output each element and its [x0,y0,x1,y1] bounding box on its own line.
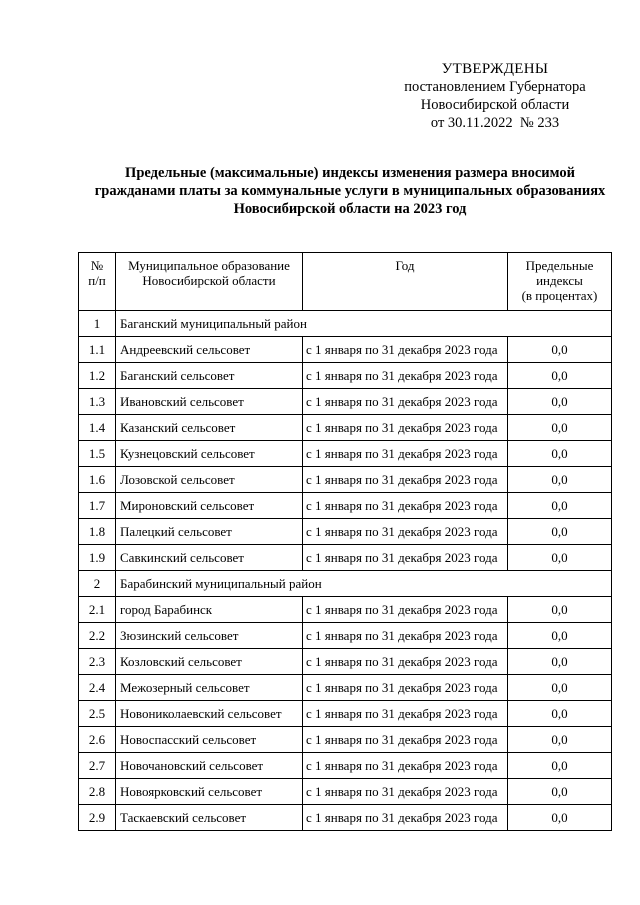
row-period: с 1 января по 31 декабря 2023 года [303,675,508,701]
group-row [79,311,612,337]
document-title-line: Предельные (максимальные) индексы изменения размера вносимой [125,165,575,181]
table-body [79,311,612,831]
row-municipality: Баганский сельсовет [116,363,303,389]
table-row [79,363,612,389]
row-municipality: Андреевский сельсовет [116,337,303,363]
table-row [79,441,612,467]
table-row [79,519,612,545]
row-index: 0,0 [508,389,612,415]
row-number: 2.8 [79,779,116,805]
row-index: 0,0 [508,441,612,467]
row-index: 0,0 [508,675,612,701]
row-municipality: Новоспасский сельсовет [116,727,303,753]
row-period: с 1 января по 31 декабря 2023 года [303,649,508,675]
row-period: с 1 января по 31 декабря 2023 года [303,545,508,571]
row-number: 2.2 [79,623,116,649]
row-index: 0,0 [508,545,612,571]
approval-title: УТВЕРЖДЕНЫ [441,61,549,77]
group-number: 2 [79,571,116,597]
table-row [79,467,612,493]
row-number: 1.7 [79,493,116,519]
indices-table [78,252,612,831]
row-period: с 1 января по 31 декабря 2023 года [303,363,508,389]
document-title-line: Новосибирской области на 2023 год [233,201,467,217]
group-number: 1 [79,311,116,337]
row-period: с 1 января по 31 декабря 2023 года [303,337,508,363]
row-municipality: Ивановский сельсовет [116,389,303,415]
row-index: 0,0 [508,753,612,779]
header-num: № п/п [79,253,116,311]
table-row [79,493,612,519]
table-row [79,753,612,779]
row-index: 0,0 [508,415,612,441]
row-index: 0,0 [508,363,612,389]
row-municipality: Зюзинский сельсовет [116,623,303,649]
row-number: 1.6 [79,467,116,493]
row-municipality: Казанский сельсовет [116,415,303,441]
approval-date-number: от 30.11.2022 № 233 [430,115,560,131]
row-index: 0,0 [508,493,612,519]
row-municipality: Таскаевский сельсовет [116,805,303,831]
table-row [79,727,612,753]
row-number: 1.4 [79,415,116,441]
group-name: Барабинский муниципальный район [116,571,612,597]
row-number: 2.4 [79,675,116,701]
table-row [79,779,612,805]
group-row [79,571,612,597]
row-period: с 1 января по 31 декабря 2023 года [303,597,508,623]
row-period: с 1 января по 31 декабря 2023 года [303,467,508,493]
row-municipality: Мироновский сельсовет [116,493,303,519]
approval-block [380,60,610,132]
row-index: 0,0 [508,805,612,831]
row-period: с 1 января по 31 декабря 2023 года [303,805,508,831]
row-index: 0,0 [508,519,612,545]
table-row [79,597,612,623]
row-municipality: Кузнецовский сельсовет [116,441,303,467]
row-period: с 1 января по 31 декабря 2023 года [303,441,508,467]
row-municipality: Савкинский сельсовет [116,545,303,571]
row-index: 0,0 [508,727,612,753]
row-index: 0,0 [508,779,612,805]
table-row [79,649,612,675]
table-row [79,337,612,363]
row-period: с 1 января по 31 декабря 2023 года [303,623,508,649]
row-number: 1.1 [79,337,116,363]
row-number: 1.3 [79,389,116,415]
row-municipality: Палецкий сельсовет [116,519,303,545]
row-number: 2.6 [79,727,116,753]
document-title-line: гражданами платы за коммунальные услуги в муниципальных образованиях [94,183,606,199]
row-period: с 1 января по 31 декабря 2023 года [303,779,508,805]
row-number: 2.9 [79,805,116,831]
row-municipality: Новочановский сельсовет [116,753,303,779]
row-number: 2.5 [79,701,116,727]
document-title [60,164,640,218]
row-municipality: Лозовской сельсовет [116,467,303,493]
row-period: с 1 января по 31 декабря 2023 года [303,753,508,779]
row-number: 2.1 [79,597,116,623]
header-year: Год [303,253,508,311]
table-row [79,545,612,571]
row-number: 2.7 [79,753,116,779]
row-number: 1.2 [79,363,116,389]
approval-line: Новосибирской области [420,97,570,113]
row-index: 0,0 [508,597,612,623]
row-period: с 1 января по 31 декабря 2023 года [303,493,508,519]
row-number: 1.8 [79,519,116,545]
approval-line: постановлением Губернатора [404,79,586,95]
row-index: 0,0 [508,701,612,727]
header-municipality: Муниципальное образование Новосибирской области [116,253,303,311]
row-number: 1.9 [79,545,116,571]
row-municipality: Козловский сельсовет [116,649,303,675]
row-period: с 1 января по 31 декабря 2023 года [303,519,508,545]
table-row [79,701,612,727]
row-index: 0,0 [508,649,612,675]
header-index: Предельные индексы (в процентах) [508,253,612,311]
table-row [79,675,612,701]
row-municipality: Новоярковский сельсовет [116,779,303,805]
table-row [79,415,612,441]
row-period: с 1 января по 31 декабря 2023 года [303,389,508,415]
row-period: с 1 января по 31 декабря 2023 года [303,727,508,753]
table-row [79,805,612,831]
row-index: 0,0 [508,467,612,493]
row-index: 0,0 [508,337,612,363]
row-index: 0,0 [508,623,612,649]
row-period: с 1 января по 31 декабря 2023 года [303,415,508,441]
row-period: с 1 января по 31 декабря 2023 года [303,701,508,727]
group-name: Баганский муниципальный район [116,311,612,337]
table-row [79,389,612,415]
table-row [79,623,612,649]
row-number: 1.5 [79,441,116,467]
row-number: 2.3 [79,649,116,675]
row-municipality: Новониколаевский сельсовет [116,701,303,727]
row-municipality: Межозерный сельсовет [116,675,303,701]
row-municipality: город Барабинск [116,597,303,623]
